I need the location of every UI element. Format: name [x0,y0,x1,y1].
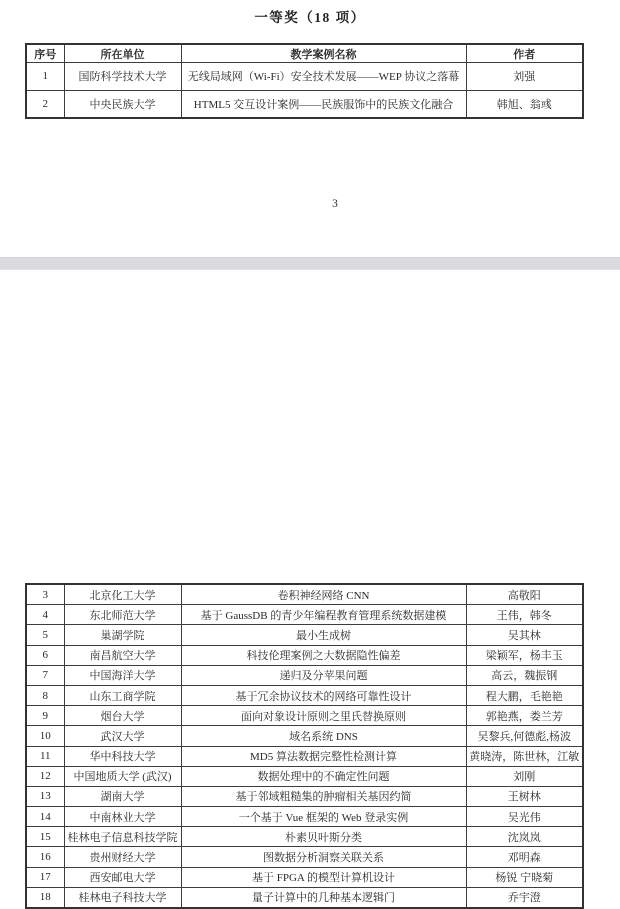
table-row [26,786,583,806]
authors-cell: 吴光伟 [466,807,583,827]
column-header-unit: 所在单位 [64,44,181,63]
case-name-cell: 一个基于 Vue 框架的 Web 登录实例 [181,807,466,827]
award-table-page3 [25,43,584,119]
case-name-cell: MD5 算法数据完整性检测计算 [181,746,466,766]
authors-cell: 吴其林 [466,625,583,645]
row-number-cell: 5 [26,625,64,645]
case-name-cell: 递归及分苹果问题 [181,665,466,685]
page-separator [0,257,620,270]
case-name-cell: 基于邻域粗糙集的肿瘤相关基因约简 [181,786,466,806]
case-name-cell: 基于冗余协议技术的网络可靠性设计 [181,685,466,705]
unit-cell: 北京化工大学 [64,584,181,605]
unit-cell: 武汉大学 [64,726,181,746]
unit-cell: 国防科学技术大学 [64,63,181,91]
authors-cell: 杨锐 宁晓菊 [466,867,583,887]
authors-cell: 王伟，韩冬 [466,605,583,625]
table-row [26,63,583,91]
case-name-cell: 无线局域网（Wi-Fi）安全技术发展——WEP 协议之落幕 [181,63,466,91]
table-row [26,827,583,847]
row-number-cell: 1 [26,63,64,91]
table-row [26,625,583,645]
row-number-cell: 17 [26,867,64,887]
table-row [26,665,583,685]
table-row [26,605,583,625]
column-header-no: 序号 [26,44,64,63]
authors-cell: 沈岚岚 [466,827,583,847]
row-number-cell: 11 [26,746,64,766]
table-row [26,847,583,867]
row-number-cell: 6 [26,645,64,665]
case-name-cell: 朴素贝叶斯分类 [181,827,466,847]
authors-cell: 高云，魏振钢 [466,665,583,685]
table-row [26,685,583,705]
table-row [26,887,583,908]
row-number-cell: 16 [26,847,64,867]
row-number-cell: 7 [26,665,64,685]
case-name-cell: 量子计算中的几种基本逻辑门 [181,887,466,908]
authors-cell: 邓明森 [466,847,583,867]
row-number-cell: 9 [26,706,64,726]
row-number-cell: 4 [26,605,64,625]
unit-cell: 烟台大学 [64,706,181,726]
unit-cell: 南昌航空大学 [64,645,181,665]
case-name-cell: 最小生成树 [181,625,466,645]
table-row [26,807,583,827]
authors-cell: 郭艳燕，娄兰芳 [466,706,583,726]
authors-cell: 乔宇澄 [466,887,583,908]
case-name-cell: 图数据分析洞察关联关系 [181,847,466,867]
row-number-cell: 14 [26,807,64,827]
column-header-authors: 作者 [466,44,583,63]
table-header-row [26,44,583,63]
case-name-cell: 数据处理中的不确定性问题 [181,766,466,786]
row-number-cell: 12 [26,766,64,786]
unit-cell: 中南林业大学 [64,807,181,827]
case-name-cell: 面向对象设计原则之里氏替换原则 [181,706,466,726]
authors-cell: 黄晓涛，陈世林，江敏 [466,746,583,766]
unit-cell: 中国海洋大学 [64,665,181,685]
row-number-cell: 18 [26,887,64,908]
table-row [26,584,583,605]
case-name-cell: HTML5 交互设计案例——民族服饰中的民族文化融合 [181,90,466,118]
unit-cell: 湖南大学 [64,786,181,806]
award-table-page4 [25,583,584,909]
authors-cell: 王树林 [466,786,583,806]
unit-cell: 巢湖学院 [64,625,181,645]
row-number-cell: 8 [26,685,64,705]
authors-cell: 刘强 [466,63,583,91]
page-number: 3 [332,198,338,210]
page-title: 一等奖（18 项） [254,10,366,25]
unit-cell: 桂林电子信息科技学院 [64,827,181,847]
unit-cell: 中国地质大学 (武汉) [64,766,181,786]
authors-cell: 吴黎兵,何德彪,杨波 [466,726,583,746]
table-row [26,746,583,766]
case-name-cell: 卷积神经网络 CNN [181,584,466,605]
authors-cell: 刘刚 [466,766,583,786]
unit-cell: 东北师范大学 [64,605,181,625]
row-number-cell: 10 [26,726,64,746]
row-number-cell: 15 [26,827,64,847]
table-row [26,766,583,786]
case-name-cell: 科技伦理案例之大数据隐性偏差 [181,645,466,665]
case-name-cell: 基于 FPGA 的模型计算机设计 [181,867,466,887]
document-page-3 [0,0,620,257]
authors-cell: 梁颖军，杨丰玉 [466,645,583,665]
unit-cell: 山东工商学院 [64,685,181,705]
row-number-cell: 3 [26,584,64,605]
table-row [26,90,583,118]
unit-cell: 华中科技大学 [64,746,181,766]
case-name-cell: 域名系统 DNS [181,726,466,746]
case-name-cell: 基于 GaussDB 的青少年编程教育管理系统数据建模 [181,605,466,625]
row-number-cell: 2 [26,90,64,118]
authors-cell: 高敬阳 [466,584,583,605]
row-number-cell: 13 [26,786,64,806]
unit-cell: 西安邮电大学 [64,867,181,887]
unit-cell: 贵州财经大学 [64,847,181,867]
authors-cell: 韩旭、翁彧 [466,90,583,118]
authors-cell: 程大鹏，毛艳艳 [466,685,583,705]
unit-cell: 中央民族大学 [64,90,181,118]
document-page-4 [0,270,620,905]
table-row [26,645,583,665]
unit-cell: 桂林电子科技大学 [64,887,181,908]
table-row [26,867,583,887]
table-row [26,726,583,746]
table-row [26,706,583,726]
column-header-case: 教学案例名称 [181,44,466,63]
